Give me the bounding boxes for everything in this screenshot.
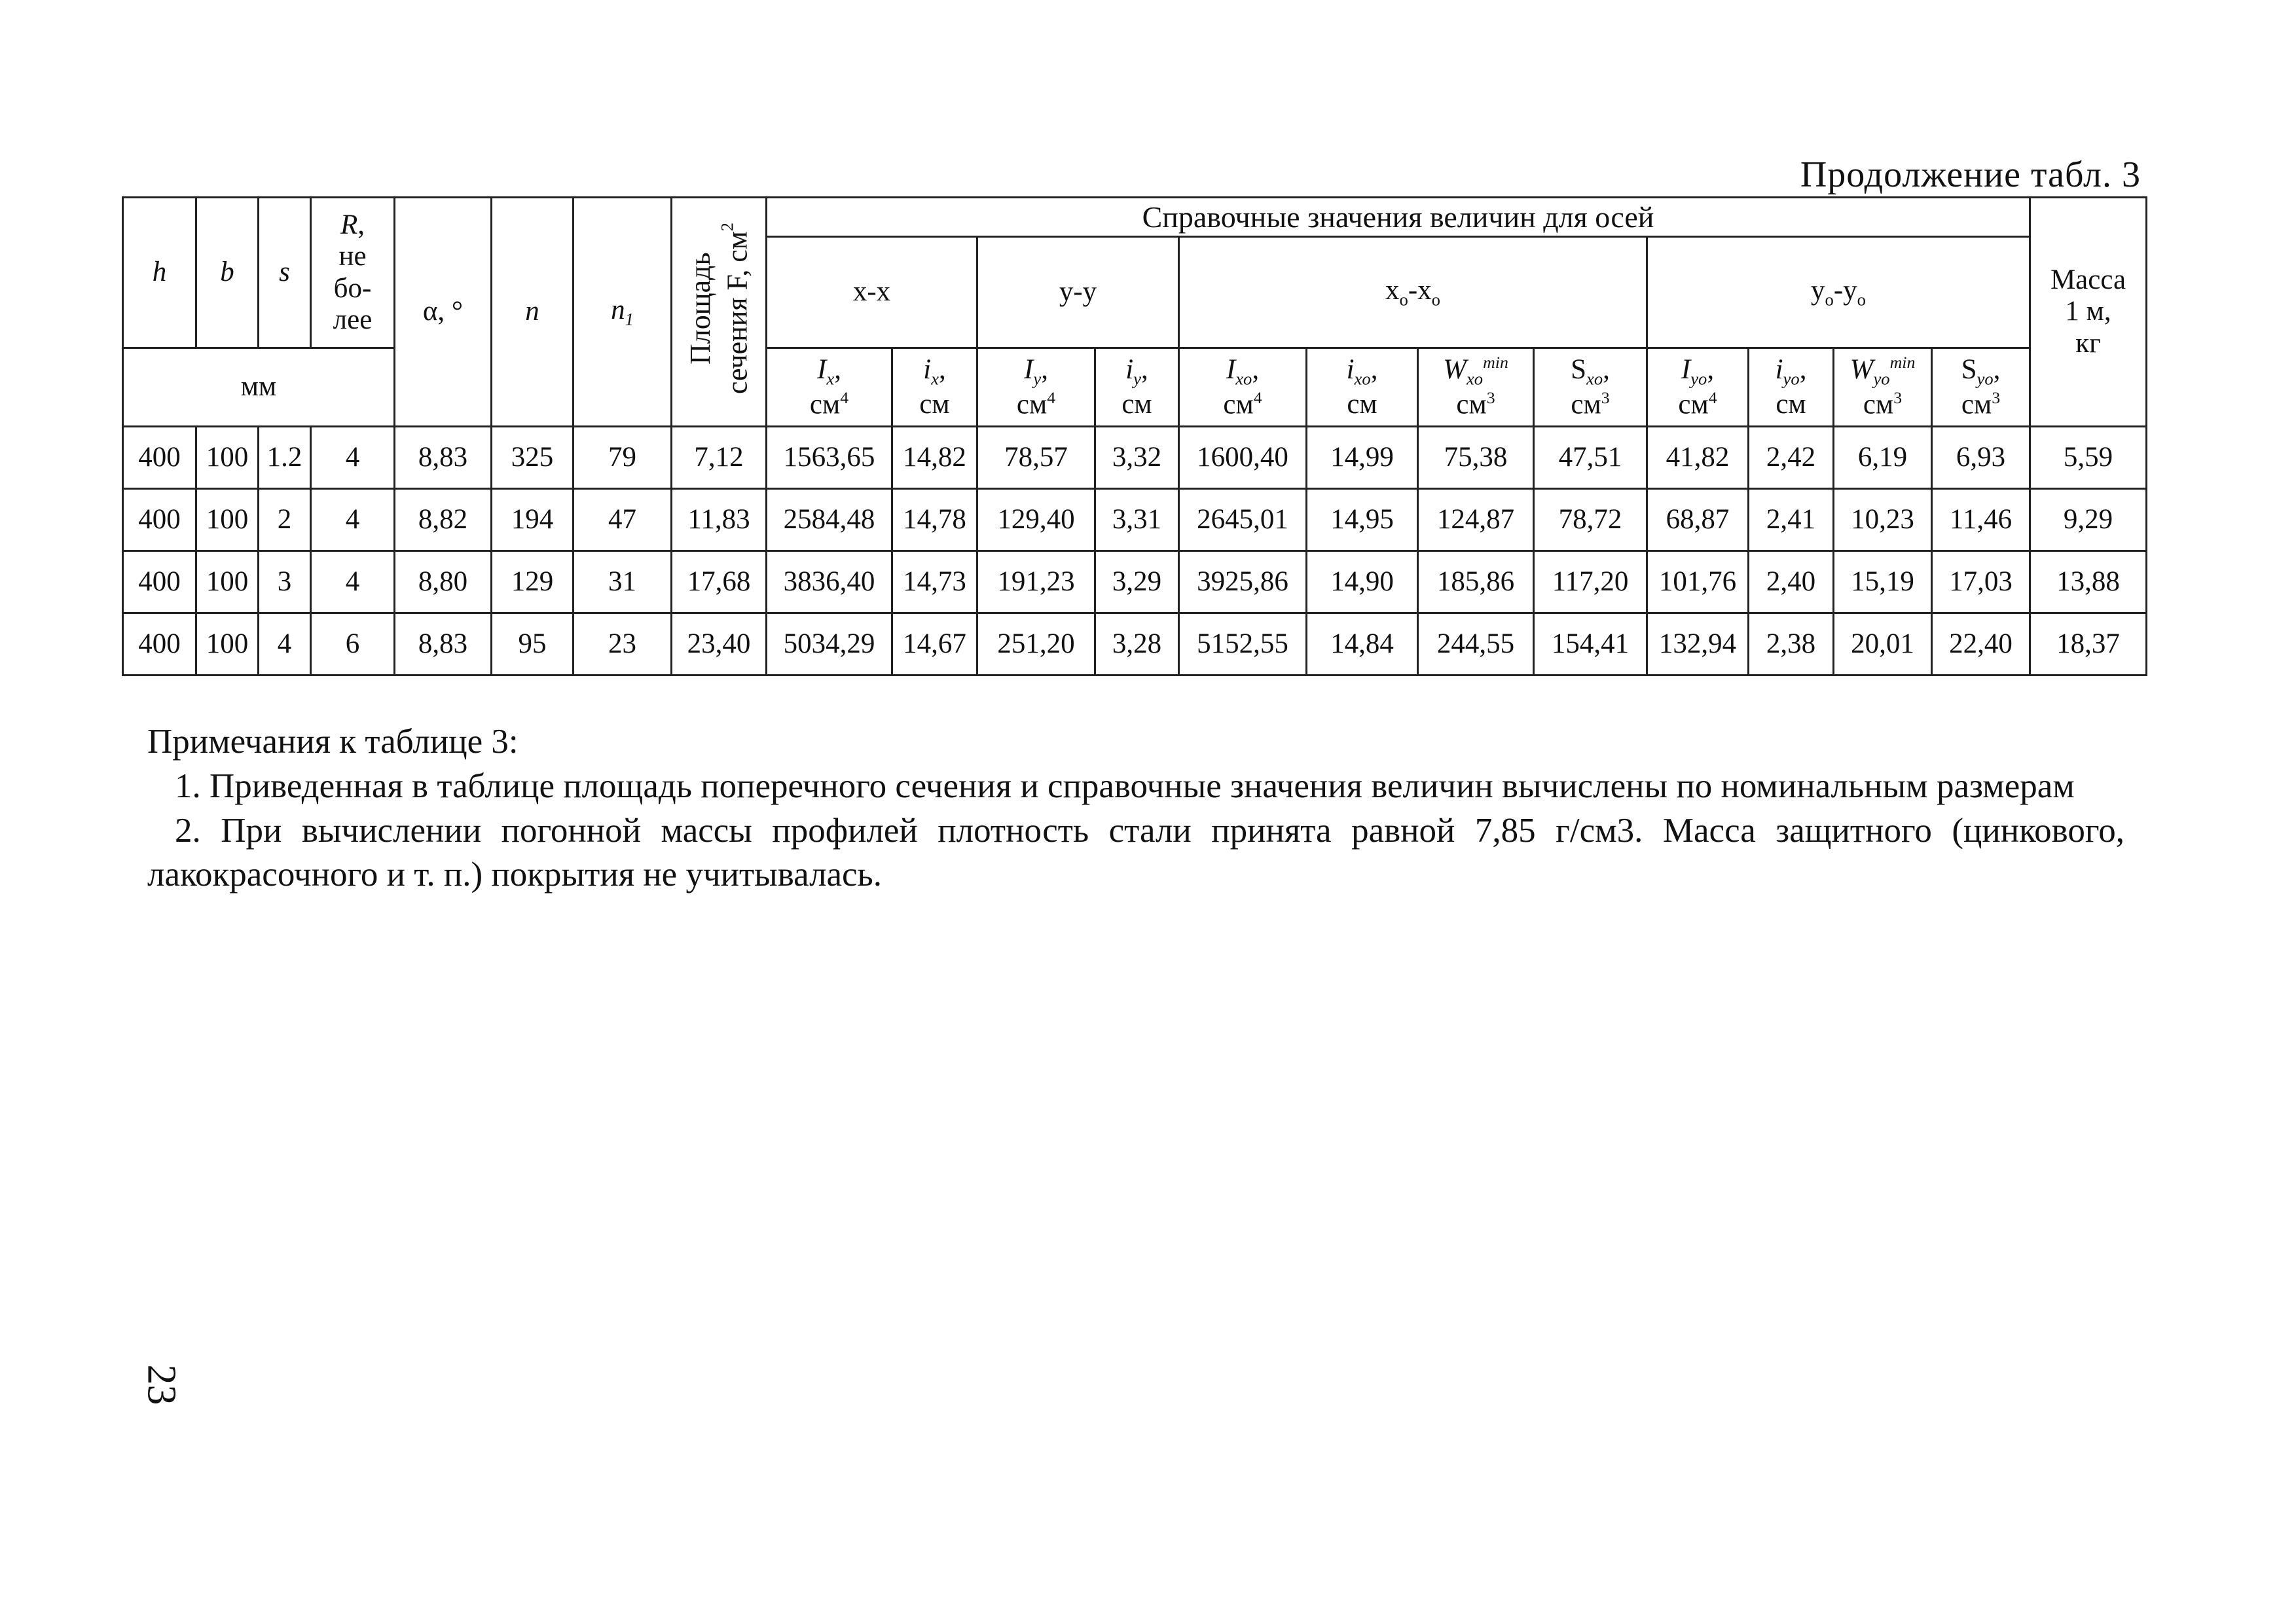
header-area: Площадь сечения F, $см^2$ <box>672 198 767 427</box>
cell: 129 <box>492 551 574 613</box>
cell: 15,19 <box>1834 551 1932 613</box>
page-number: 23 <box>139 1364 184 1405</box>
cell: 14,82 <box>892 427 977 489</box>
cell: 79 <box>574 427 672 489</box>
cell: 47 <box>574 489 672 551</box>
notes-title: Примечания к таблице 3: <box>147 723 519 761</box>
header-n1: $n_1$ <box>574 198 672 427</box>
cell: 154,41 <box>1534 613 1647 676</box>
cell: 3,29 <box>1095 551 1179 613</box>
cell: 6 <box>311 613 395 676</box>
cell: 14,95 <box>1307 489 1418 551</box>
table-row <box>123 427 2147 489</box>
cell: 191,23 <box>977 551 1095 613</box>
cell: 4 <box>311 489 395 551</box>
cell: 68,87 <box>1647 489 1749 551</box>
cell: 8,80 <box>395 551 492 613</box>
cell: 3,32 <box>1095 427 1179 489</box>
cell: 244,55 <box>1418 613 1534 676</box>
header-iyo-moment: $I_{yo}$, $см^4$ <box>1647 348 1749 427</box>
table-continuation-label: Продолжение табл. 3 <box>1800 154 2141 195</box>
cell: 2645,01 <box>1179 489 1307 551</box>
table-row <box>123 489 2147 551</box>
cell: 129,40 <box>977 489 1095 551</box>
cell: 3,31 <box>1095 489 1179 551</box>
header-wxo-min: $W_{xo}^{min}$ $см^3$ <box>1418 348 1534 427</box>
header-axis-yoyo: $y_o-y_o$ <box>1647 237 2030 348</box>
header-iy-moment: $I_y$, $см^4$ <box>977 348 1095 427</box>
header-ix-radius: $i_x$, см <box>892 348 977 427</box>
cell: 5,59 <box>2030 427 2147 489</box>
cell: 400 <box>123 489 196 551</box>
cell: 11,83 <box>672 489 767 551</box>
cell: 8,82 <box>395 489 492 551</box>
header-axis-xx: x-x <box>767 237 977 348</box>
cell: 13,88 <box>2030 551 2147 613</box>
cell: 78,57 <box>977 427 1095 489</box>
cell: 400 <box>123 551 196 613</box>
note-1: 1. Приведенная в таблице площадь поперечного сечения и справочные значения величин вычислены по номинальным размерам <box>175 767 2075 805</box>
cell: 132,94 <box>1647 613 1749 676</box>
header-wyo-min: $W_{yo}^{min}$ $см^3$ <box>1834 348 1932 427</box>
cell: 100 <box>196 489 259 551</box>
cell: 2,41 <box>1749 489 1834 551</box>
cell: 14,73 <box>892 551 977 613</box>
cell: 124,87 <box>1418 489 1534 551</box>
cell: 10,23 <box>1834 489 1932 551</box>
cell: 3 <box>259 551 311 613</box>
cell: 17,68 <box>672 551 767 613</box>
cell: 6,93 <box>1932 427 2030 489</box>
cell: 47,51 <box>1534 427 1647 489</box>
cell: 5152,55 <box>1179 613 1307 676</box>
cell: 400 <box>123 427 196 489</box>
cell: 100 <box>196 551 259 613</box>
header-alpha: α, ° <box>395 198 492 427</box>
header-axis-yy: y-y <box>977 237 1179 348</box>
cell: 100 <box>196 613 259 676</box>
cell: 14,84 <box>1307 613 1418 676</box>
cell: 2584,48 <box>767 489 892 551</box>
header-syo: $S_{yo}$, $см^3$ <box>1932 348 2030 427</box>
cell: 251,20 <box>977 613 1095 676</box>
cell: 2 <box>259 489 311 551</box>
cell: 20,01 <box>1834 613 1932 676</box>
cell: 194 <box>492 489 574 551</box>
cell: 8,83 <box>395 613 492 676</box>
cell: 2,40 <box>1749 551 1834 613</box>
cell: 95 <box>492 613 574 676</box>
table-notes <box>147 720 2124 897</box>
cell: 1600,40 <box>1179 427 1307 489</box>
cell: 11,46 <box>1932 489 2030 551</box>
header-mass: Масса 1 м, кг <box>2030 198 2147 427</box>
cell: 117,20 <box>1534 551 1647 613</box>
cell: 31 <box>574 551 672 613</box>
cell: 14,99 <box>1307 427 1418 489</box>
cell: 23 <box>574 613 672 676</box>
cell: 5034,29 <box>767 613 892 676</box>
note-2: 2. При вычислении погонной массы профилей плотность стали принята равной 7,85 г/см3. Масса защитного (цинкового, лакокрасочного и т. п.) покрытия не учитывалась. <box>147 811 2124 894</box>
header-iyo-radius: $i_{yo}$, см <box>1749 348 1834 427</box>
cell: 6,19 <box>1834 427 1932 489</box>
cell: 100 <box>196 427 259 489</box>
cell: 1.2 <box>259 427 311 489</box>
table-row <box>123 613 2147 676</box>
header-ixo-moment: $I_{xo}$, $см^4$ <box>1179 348 1307 427</box>
cell: 400 <box>123 613 196 676</box>
cell: 2,38 <box>1749 613 1834 676</box>
header-unit-mm: мм <box>123 348 395 427</box>
header-r: R, не бо- лее <box>311 198 395 348</box>
cell: 325 <box>492 427 574 489</box>
cell: 3925,86 <box>1179 551 1307 613</box>
header-iy-radius: $i_y$, см <box>1095 348 1179 427</box>
cell: 3836,40 <box>767 551 892 613</box>
cell: 8,83 <box>395 427 492 489</box>
cell: 41,82 <box>1647 427 1749 489</box>
cell: 101,76 <box>1647 551 1749 613</box>
header-sxo: $S_{xo}$, $см^3$ <box>1534 348 1647 427</box>
cell: 7,12 <box>672 427 767 489</box>
header-s: s <box>259 198 311 348</box>
header-b: b <box>196 198 259 348</box>
cell: 185,86 <box>1418 551 1534 613</box>
profile-properties-table <box>122 196 2147 676</box>
cell: 23,40 <box>672 613 767 676</box>
cell: 4 <box>259 613 311 676</box>
cell: 14,90 <box>1307 551 1418 613</box>
cell: 1563,65 <box>767 427 892 489</box>
cell: 4 <box>311 551 395 613</box>
cell: 3,28 <box>1095 613 1179 676</box>
cell: 14,78 <box>892 489 977 551</box>
cell: 17,03 <box>1932 551 2030 613</box>
cell: 75,38 <box>1418 427 1534 489</box>
header-ix-moment: $I_x$, $см^4$ <box>767 348 892 427</box>
cell: 9,29 <box>2030 489 2147 551</box>
header-axis-xoxo: $x_o-x_o$ <box>1179 237 1647 348</box>
header-n: n <box>492 198 574 427</box>
cell: 22,40 <box>1932 613 2030 676</box>
header-reference-values: Справочные значения величин для осей <box>767 198 2030 237</box>
cell: 18,37 <box>2030 613 2147 676</box>
header-h: h <box>123 198 196 348</box>
table-row <box>123 551 2147 613</box>
cell: 14,67 <box>892 613 977 676</box>
header-ixo-radius: $i_{xo}$, см <box>1307 348 1418 427</box>
cell: 4 <box>311 427 395 489</box>
cell: 78,72 <box>1534 489 1647 551</box>
cell: 2,42 <box>1749 427 1834 489</box>
